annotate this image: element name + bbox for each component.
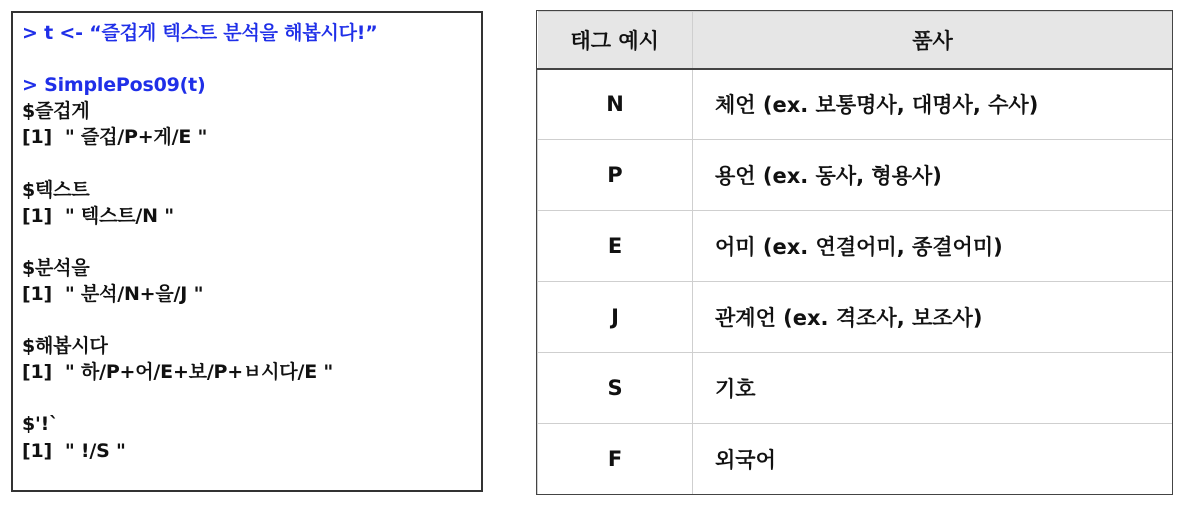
header-tag-example: 태그 예시 (538, 12, 693, 69)
console-blank-line (22, 385, 481, 411)
tag-cell: F (538, 424, 693, 495)
console-command-line: > SimplePos09(t) (22, 74, 206, 97)
pos-cell: 체언 (ex. 보통명사, 대명사, 수사) (693, 69, 1173, 140)
tag-cell: J (538, 282, 693, 353)
table-header-row (538, 12, 1173, 69)
header-part-of-speech: 품사 (693, 12, 1173, 69)
tag-cell: P (538, 140, 693, 211)
console-output-line: $즐겁게 (22, 100, 90, 123)
pos-cell: 외국어 (693, 424, 1173, 495)
tag-cell: E (538, 211, 693, 282)
table-row (538, 211, 1173, 282)
console-output-line: [1] " 하/P+어/E+보/P+ㅂ시다/E " (22, 361, 334, 384)
console-output-line: [1] " 텍스트/N " (22, 204, 174, 227)
pos-cell: 용언 (ex. 동사, 형용사) (693, 140, 1173, 211)
console-blank-line (22, 46, 481, 72)
console-output-line: $분석을 (22, 256, 90, 279)
r-console-output (11, 11, 483, 492)
console-blank-line (22, 307, 481, 333)
console-output-line: [1] " 분석/N+을/J " (22, 282, 204, 305)
console-output-line: $'!` (22, 413, 59, 436)
console-output-line: $텍스트 (22, 178, 90, 201)
table-row (538, 353, 1173, 424)
console-command-line: > t <- “즐겁게 텍스트 분석을 해봅시다!” (22, 22, 378, 44)
pos-cell: 어미 (ex. 연결어미, 종결어미) (693, 211, 1173, 282)
console-output-line: [1] " 즐겁/P+게/E " (22, 126, 208, 149)
table-row (538, 69, 1173, 140)
tag-cell: S (538, 353, 693, 424)
table-row (538, 282, 1173, 353)
pos-tag-table (537, 11, 1173, 495)
console-blank-line (22, 229, 481, 255)
table-row (538, 424, 1173, 495)
console-output-line: $해봅시다 (22, 335, 108, 358)
pos-cell: 기호 (693, 353, 1173, 424)
console-output-line: [1] " !/S " (22, 439, 126, 462)
console-blank-line (22, 150, 481, 176)
tag-cell: N (538, 69, 693, 140)
pos-cell: 관계언 (ex. 격조사, 보조사) (693, 282, 1173, 353)
table-row (538, 140, 1173, 211)
